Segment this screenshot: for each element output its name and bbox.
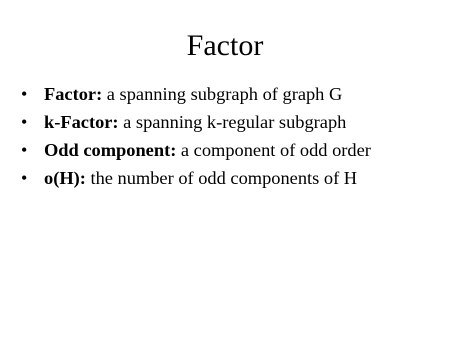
bullet-item-odd-component [21,136,441,164]
bullet-term: Odd component: [44,140,177,160]
bullet-term: k-Factor: [44,112,119,132]
bullet-item-o-h [21,164,441,192]
slide-title: Factor [186,29,264,62]
bullet-definition: a spanning k-regular subgraph [118,112,347,132]
bullet-definition: the number of odd components of H [85,168,358,188]
bullet-item-factor [21,80,441,108]
bullet-definition: a spanning subgraph of graph G [102,84,343,104]
bullet-item-k-factor [21,108,441,136]
bullet-list [21,80,441,192]
bullet-dot-icon: • [21,140,28,160]
bullet-dot-icon: • [21,84,28,104]
bullet-definition: a component of odd order [176,140,371,160]
bullet-dot-icon: • [21,112,28,132]
bullet-term: Factor: [44,84,103,104]
bullet-term: o(H): [44,168,86,188]
bullet-dot-icon: • [21,168,28,188]
